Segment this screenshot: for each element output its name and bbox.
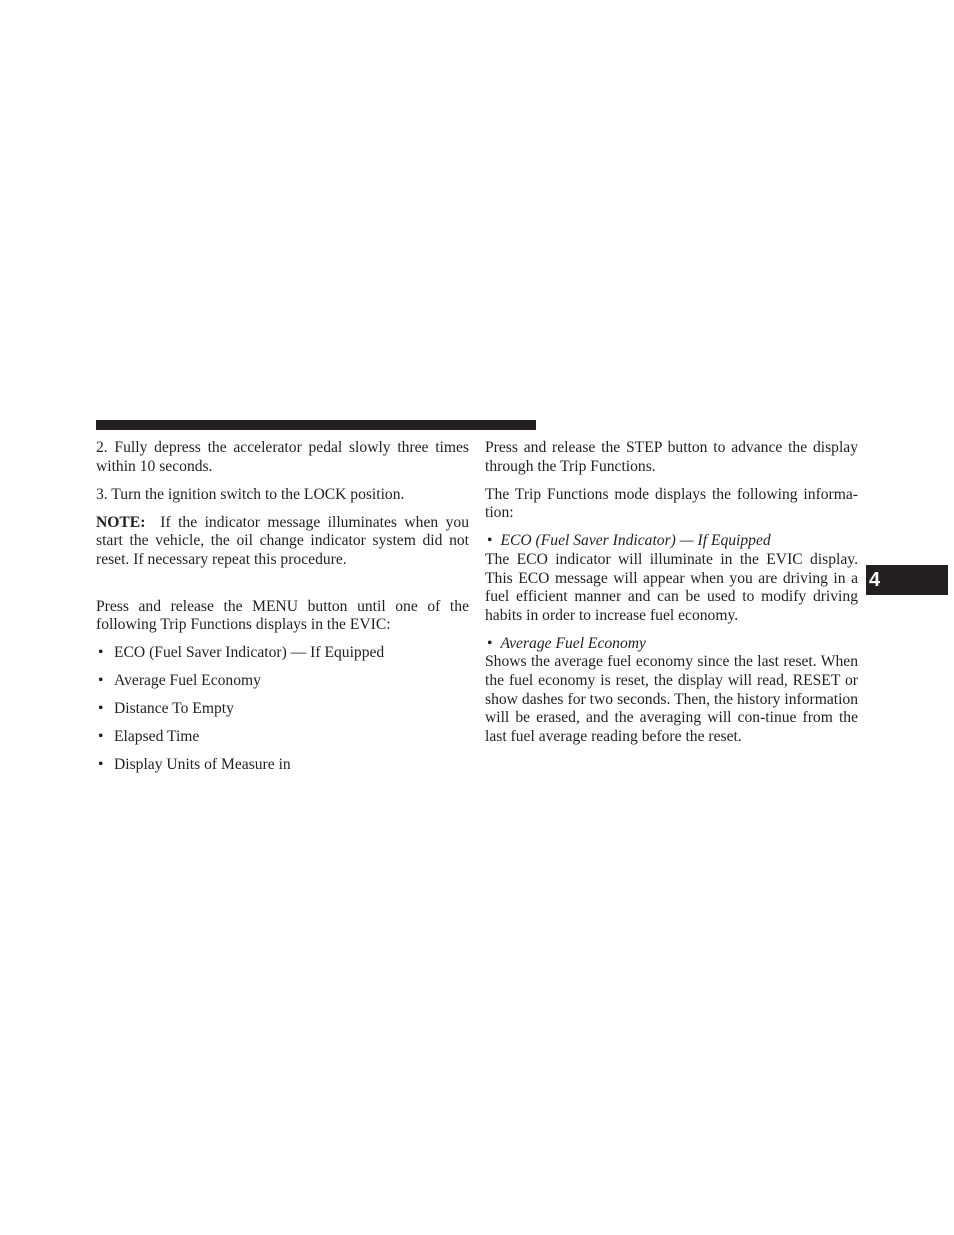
average-fuel-economy-description: Shows the average fuel economy since the last reset. When the fuel economy is reset, the display will read, RESET or show dashes for two seconds. Then, the history information will be erased, and the averaging will con-tinue from the last fuel average reading before the reset. (485, 653, 858, 745)
bullet-icon: • (98, 756, 104, 774)
eco-heading: • ECO (Fuel Saver Indicator) — If Equipped (487, 532, 771, 550)
trip-mode-text: The Trip Functions mode displays the following informa-tion: (485, 485, 858, 522)
section-rule (96, 420, 536, 430)
note-paragraph (96, 514, 469, 570)
bullet-icon: • (98, 644, 104, 662)
step-button-text: Press and release the STEP button to advance the display through the Trip Functions. (485, 439, 858, 475)
list-item: • Distance To Empty (98, 700, 234, 718)
average-fuel-economy-heading: • Average Fuel Economy (487, 634, 646, 652)
bullet-icon: • (98, 700, 104, 718)
note-text: If the indicator message illuminates when you start the vehicle, the oil change indicator system did not reset. If necessary repeat this procedure. (96, 513, 470, 568)
chapter-tab: 4 (866, 565, 948, 595)
step-2-text: 2. Fully depress the accelerator pedal slowly three times within 10 seconds. (96, 439, 469, 475)
note-label: NOTE: (96, 513, 146, 531)
list-item: • Elapsed Time (98, 728, 200, 746)
bullet-icon: • (98, 672, 104, 690)
trip-functions-list (96, 644, 469, 775)
eco-description: The ECO indicator will illuminate in the EVIC display. This ECO message will appear when you are driving in a fuel efficient manner and can be used to modify driving habits in order to increase fuel economy. (485, 550, 858, 624)
list-item: • Average Fuel Economy (98, 672, 261, 690)
list-item: • Display Units of Measure in (98, 756, 291, 774)
right-column (485, 439, 858, 746)
left-column (96, 439, 469, 784)
bullet-icon: • (487, 532, 493, 550)
list-item: • ECO (Fuel Saver Indicator) — If Equipped (98, 644, 385, 662)
step-3-text: 3. Turn the ignition switch to the LOCK position. (96, 485, 405, 503)
bullet-icon: • (98, 728, 104, 746)
trip-functions-intro: Press and release the MENU button until one of the following Trip Functions displays in the EVIC: (96, 597, 469, 634)
bullet-icon: • (487, 634, 493, 652)
